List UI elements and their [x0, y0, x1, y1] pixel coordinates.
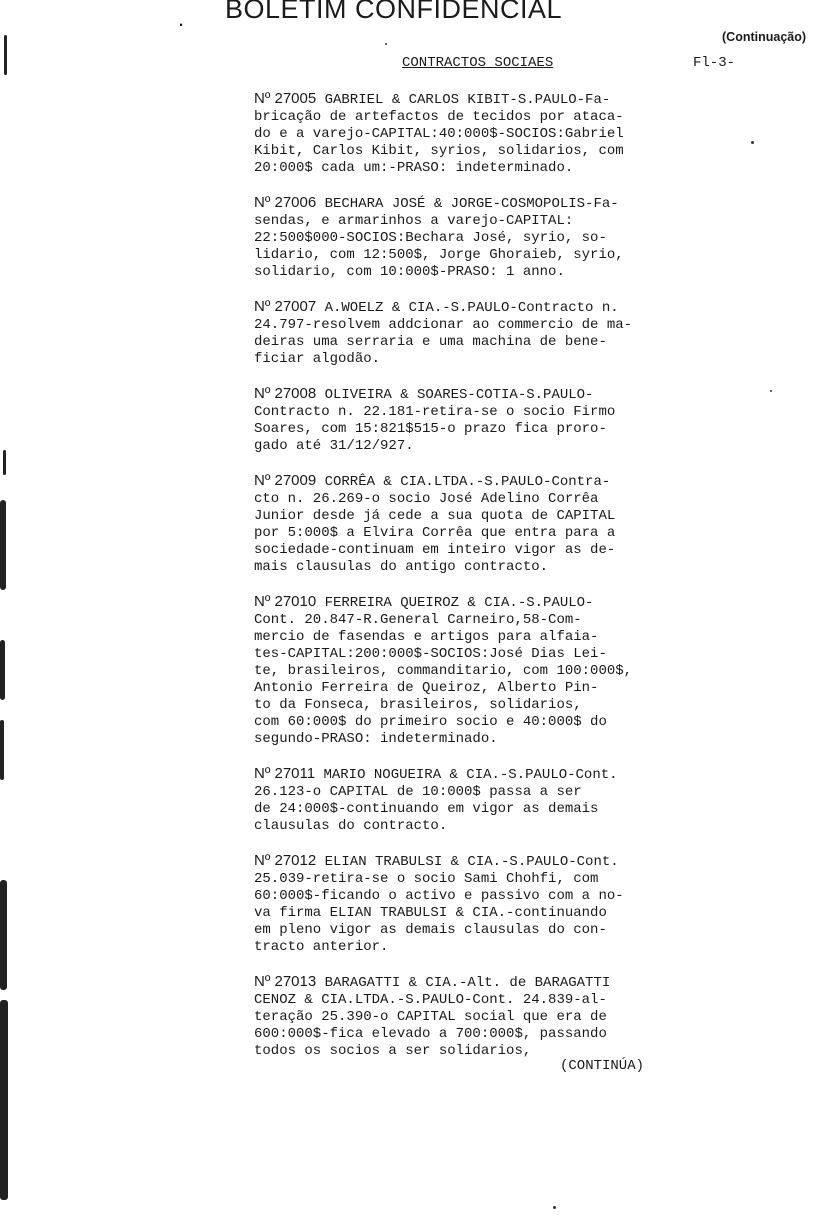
entry-line: va firma ELIAN TRABULSI & CIA.-continuando [254, 905, 607, 921]
entry-line: A.WOELZ & CIA.-S.PAULO-Contracto n. [316, 300, 619, 316]
entry-line: 20:000$ cada um:-PRASO: indeterminado. [254, 160, 574, 176]
entry-line: Contracto n. 22.181-retira-se o socio Firmo [254, 404, 616, 420]
entry-27013 [254, 973, 724, 1060]
entry-line: 600:000$-fica elevado a 700:000$, passando [254, 1026, 607, 1042]
scan-edge-mark [0, 640, 5, 700]
entry-27011 [254, 765, 724, 835]
entry-number: Nº 27009 [254, 472, 317, 489]
scan-edge-mark [3, 450, 6, 475]
entry-line: solidario, com 10:000$-PRASO: 1 anno. [254, 264, 565, 280]
entry-line: 60:000$-ficando o activo e passivo com a no- [254, 888, 624, 904]
scan-edge-mark [0, 880, 7, 990]
entry-line: 26.123-o CAPITAL de 10:000$ passa a ser [254, 784, 582, 800]
section-title: CONTRACTOS SOCIAES [402, 55, 554, 71]
entry-line: Soares, com 15:821$515-o prazo fica proro- [254, 421, 607, 437]
entry-27009 [254, 472, 724, 576]
entry-27010 [254, 593, 724, 748]
bulletin-title: BOLETIM CONFIDENCIAL [225, 0, 563, 24]
entry-line: CORRÊA & CIA.LTDA.-S.PAULO-Contra- [316, 474, 611, 490]
masthead-dot: . [178, 6, 185, 31]
scan-speck [770, 390, 772, 392]
folio-number: Fl-3- [693, 55, 736, 71]
scan-edge-mark [0, 1000, 8, 1200]
entry-line: Kibit, Carlos Kibit, syrios, solidarios, com [254, 143, 624, 159]
entry-line: ficiar algodão. [254, 351, 381, 367]
entry-number: Nº 27013 [254, 973, 317, 990]
scan-edge-mark [0, 500, 6, 590]
entries-list [254, 90, 724, 1077]
entry-line: Cont. 20.847-R.General Carneiro,58-Com- [254, 612, 582, 628]
entry-line: Antonio Ferreira de Queiroz, Alberto Pin- [254, 680, 599, 696]
entry-line: ELIAN TRABULSI & CIA.-S.PAULO-Cont. [316, 854, 619, 870]
entry-line: BARAGATTI & CIA.-Alt. de BARAGATTI [316, 975, 611, 991]
entry-line: BECHARA JOSÉ & JORGE-COSMOPOLIS-Fa- [316, 196, 619, 212]
entry-line: com 60:000$ do primeiro socio e 40:000$ do [254, 714, 607, 730]
scan-speck [385, 43, 387, 45]
scan-speck [751, 141, 754, 144]
entry-number: Nº 27011 [254, 765, 316, 782]
entry-line: segundo-PRASO: indeterminado. [254, 731, 498, 747]
scan-edge-mark [0, 720, 4, 780]
entry-line: MARIO NOGUEIRA & CIA.-S.PAULO-Cont. [315, 767, 618, 783]
entry-number: Nº 27010 [254, 593, 317, 610]
entry-line: CENOZ & CIA.LTDA.-S.PAULO-Cont. 24.839-al- [254, 992, 607, 1008]
entry-line: Junior desde já cede a sua quota de CAPITAL [254, 508, 616, 524]
entry-line: todos os socios a ser solidarios, [254, 1043, 532, 1059]
entry-number: Nº 27012 [254, 852, 317, 869]
entry-line: GABRIEL & CARLOS KIBIT-S.PAULO-Fa- [316, 92, 611, 108]
entry-27006 [254, 194, 724, 281]
entry-line: gado até 31/12/927. [254, 438, 414, 454]
entry-line: mercio de fasendas e artigos para alfaia- [254, 629, 599, 645]
entry-27007 [254, 298, 724, 368]
entry-line: OLIVEIRA & SOARES-COTIA-S.PAULO- [316, 387, 594, 403]
entry-27008 [254, 385, 724, 455]
entry-number: Nº 27005 [254, 90, 317, 107]
entry-line: sendas, e armarinhos a varejo-CAPITAL: [254, 213, 574, 229]
entry-number: Nº 27007 [254, 298, 317, 315]
scan-speck [553, 1206, 556, 1209]
scan-edge-mark [4, 35, 7, 75]
entry-line: tracto anterior. [254, 939, 389, 955]
entry-line: em pleno vigor as demais clausulas do con- [254, 922, 607, 938]
entry-line: de 24:000$-continuando em vigor as demais [254, 801, 599, 817]
entry-line: te, brasileiros, commanditario, com 100:000$, [254, 663, 633, 679]
entry-line: do e a varejo-CAPITAL:40:000$-SOCIOS:Gabriel [254, 126, 624, 142]
entry-line: 25.039-retira-se o socio Sami Chohfi, com [254, 871, 599, 887]
continuation-label: (Continuação) [722, 30, 807, 44]
entry-line: cto n. 26.269-o socio José Adelino Corrêa [254, 491, 599, 507]
entry-line: clausulas do contracto. [254, 818, 448, 834]
continues-label: (CONTINÚA) [560, 1058, 645, 1074]
entry-line: lidario, com 12:500$, Jorge Ghoraieb, syrio, [254, 247, 624, 263]
entry-line: FERREIRA QUEIROZ & CIA.-S.PAULO- [316, 595, 594, 611]
entry-line: to da Fonseca, brasileiros, solidarios, [254, 697, 582, 713]
entry-line: bricação de artefactos de tecidos por ataca- [254, 109, 624, 125]
entry-number: Nº 27008 [254, 385, 317, 402]
entry-line: mais clausulas do antigo contracto. [254, 559, 549, 575]
entry-line: tes-CAPITAL:200:000$-SOCIOS:José Dias Lei- [254, 646, 607, 662]
entry-line: 24.797-resolvem addcionar ao commercio de ma- [254, 317, 633, 333]
entry-line: 22:500$000-SOCIOS:Bechara José, syrio, so- [254, 230, 607, 246]
entry-27005 [254, 90, 724, 177]
entry-number: Nº 27006 [254, 194, 317, 211]
entry-line: deiras uma serraria e uma machina de bene- [254, 334, 607, 350]
entry-line: por 5:000$ a Elvira Corrêa que entra para a [254, 525, 616, 541]
entry-line: teração 25.390-o CAPITAL social que era de [254, 1009, 607, 1025]
entry-27012 [254, 852, 724, 956]
entry-line: sociedade-continuam em inteiro vigor as de- [254, 542, 616, 558]
